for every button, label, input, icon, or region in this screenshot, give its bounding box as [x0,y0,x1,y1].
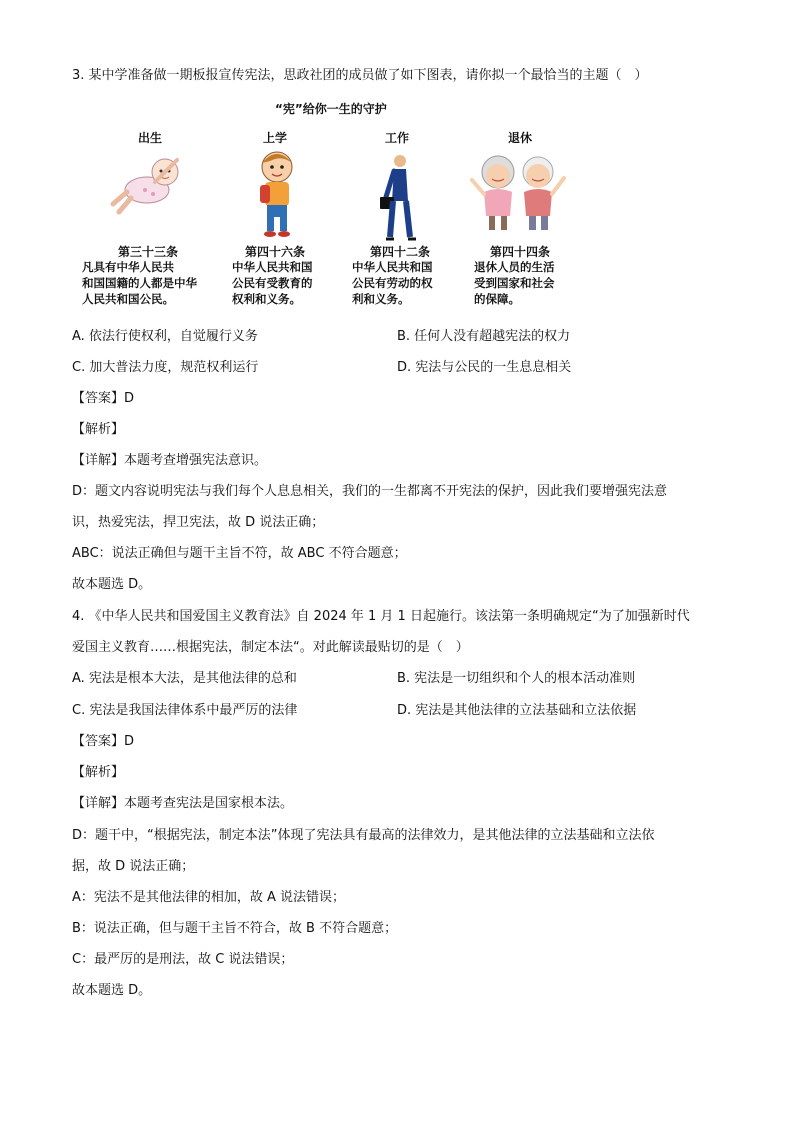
q4-answer [72,733,134,751]
q4-explain-line-6: 故本题选 D。 [72,983,152,998]
detail-label: 【详解】 [72,796,125,811]
answer-value: D [124,391,135,406]
article-title-44: 第四十四条 [489,245,550,259]
q4-explain-line-4: B：说法正确，但与题干主旨不符合，故 B 不符合题意； [72,921,398,936]
q3-answer [72,390,134,408]
q3-question: 3. 某中学准备做一期板报宣传宪法，思政社团的成员做了如下图表，请你拟一个最恰当的主题（ ） [72,68,648,83]
q4-option-a[interactable]: A. 宪法是根本大法，是其他法律的总和 [72,671,297,686]
q3-explain-line-3: ABC：说法正确但与题干主旨不符，故 ABC 不符合题意； [72,546,407,561]
q4-question-line-2: 爱国主义教育……根据宪法，制定本法“。对此解读最贴切的是（ ） [72,640,469,655]
detail-text: 本题考查宪法是国家根本法。 [124,796,294,811]
stage-label-birth: 出生 [137,131,162,145]
worker-icon [378,153,420,243]
detail-text: 本题考查增强宪法意识。 [124,453,268,468]
q4-detail [72,795,293,813]
stage-label-school: 上学 [262,131,287,145]
q3-explain-line-4: 故本题选 D。 [72,577,152,592]
article-text-44: 退休人员的生活 受到国家和社会 的保障。 [474,260,555,306]
article-text-33: 凡具有中华人民共 和国国籍的人都是中华 人民共和国公民。 [82,260,197,306]
q4-explain-line-2: 据，故 D 说法正确； [72,859,195,874]
article-text-46: 中华人民共和国 公民有受教育的 权利和义务。 [232,260,313,306]
article-text-42: 中华人民共和国 公民有劳动的权 利和义务。 [352,260,433,306]
article-title-33: 第三十三条 [117,245,178,259]
q3-detail [72,452,267,470]
q4-explain-line-5: C：最严厉的是刑法，故 C 说法错误； [72,952,294,967]
baby-icon [105,152,185,217]
q4-option-d[interactable]: D. 宪法是其他法律的立法基础和立法依据 [397,703,637,718]
q3-option-d[interactable]: D. 宪法与公民的一生息息相关 [397,360,572,375]
q3-analysis-label: 【解析】 [72,422,125,437]
answer-label: 【答案】 [72,391,125,406]
student-icon [252,147,302,239]
q4-explain-line-1: D：题干中，“根据宪法，制定本法”体现了宪法具有最高的法律效力，是其他法律的立法基础和立法依 [72,828,655,843]
q4-question-line-1: 4. 《中华人民共和国爱国主义教育法》自 2024 年 1 月 1 日起施行。该法第一条明确规定“为了加强新时代 [72,609,690,624]
figure-title: “宪”给你一生的守护 [275,102,387,116]
q3-explain-line-1: D：题文内容说明宪法与我们每个人息息相关，我们的一生都离不开宪法的保护，因此我们要增强宪法意 [72,484,668,499]
q3-option-a[interactable]: A. 依法行使权利，自觉履行义务 [72,329,258,344]
answer-value: D [124,734,135,749]
q4-option-b[interactable]: B. 宪法是一切组织和个人的根本活动准则 [397,671,636,686]
article-title-42: 第四十二条 [369,245,430,259]
q3-option-b[interactable]: B. 任何人没有超越宪法的权力 [397,329,571,344]
q4-option-c[interactable]: C. 宪法是我国法律体系中最严厉的法律 [72,703,298,718]
elderly-couple-icon [468,150,570,234]
detail-label: 【详解】 [72,453,125,468]
article-title-46: 第四十六条 [244,245,305,259]
q3-explain-line-2: 识，热爱宪法，捍卫宪法，故 D 说法正确； [72,515,325,530]
q4-analysis-label: 【解析】 [72,765,125,780]
answer-label: 【答案】 [72,734,125,749]
stage-label-retire: 退休 [507,131,532,145]
q4-explain-line-3: A：宪法不是其他法律的相加，故 A 说法错误； [72,890,346,905]
stage-label-work: 工作 [384,131,409,145]
q3-option-c[interactable]: C. 加大普法力度，规范权利运行 [72,360,259,375]
